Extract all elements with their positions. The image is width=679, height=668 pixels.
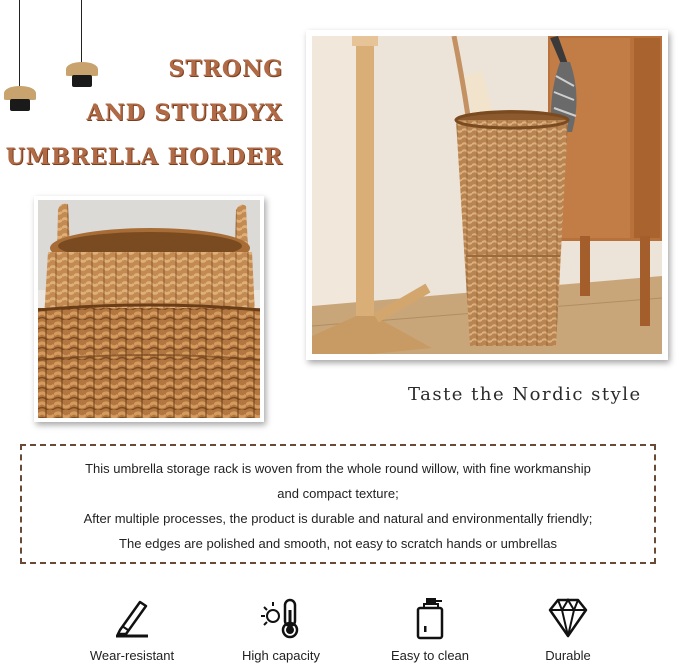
umbrella-holder-room-image (312, 36, 662, 354)
description-box (20, 444, 656, 564)
headline-line-2: AND STURDYX (86, 100, 283, 126)
description-line-3: After multiple processes, the product is durable and natural and environmentally friendly; (83, 511, 593, 526)
spray-bottle-icon (408, 596, 452, 640)
feature-high-capacity (221, 596, 341, 663)
tagline: Taste the Nordic style (408, 384, 642, 405)
basket-detail-photo (34, 196, 264, 422)
feature-easy-to-clean (370, 596, 490, 663)
feature-label-durable: Durable (545, 648, 591, 663)
feature-durable (508, 596, 628, 663)
diamond-icon (546, 596, 590, 640)
thermometer-sun-icon (259, 596, 303, 640)
description-line-2: and compact texture; (277, 486, 399, 501)
headline-line-1: STRONG (168, 56, 283, 82)
room-photo (306, 30, 668, 360)
basket-closeup-image (38, 200, 260, 418)
feature-label-wear-resistant: Wear-resistant (89, 648, 175, 663)
feature-label-high-capacity: High capacity (241, 648, 321, 663)
headline-line-3: UMBRELLA HOLDER (5, 144, 283, 170)
feature-label-easy-to-clean: Easy to clean (390, 648, 470, 663)
description-line-1: This umbrella storage rack is woven from the whole round willow, with fine workmanship (85, 461, 591, 476)
description-line-4: The edges are polished and smooth, not easy to scratch hands or umbrellas (119, 536, 557, 551)
feature-wear-resistant (72, 596, 192, 663)
pen-icon (110, 596, 154, 640)
